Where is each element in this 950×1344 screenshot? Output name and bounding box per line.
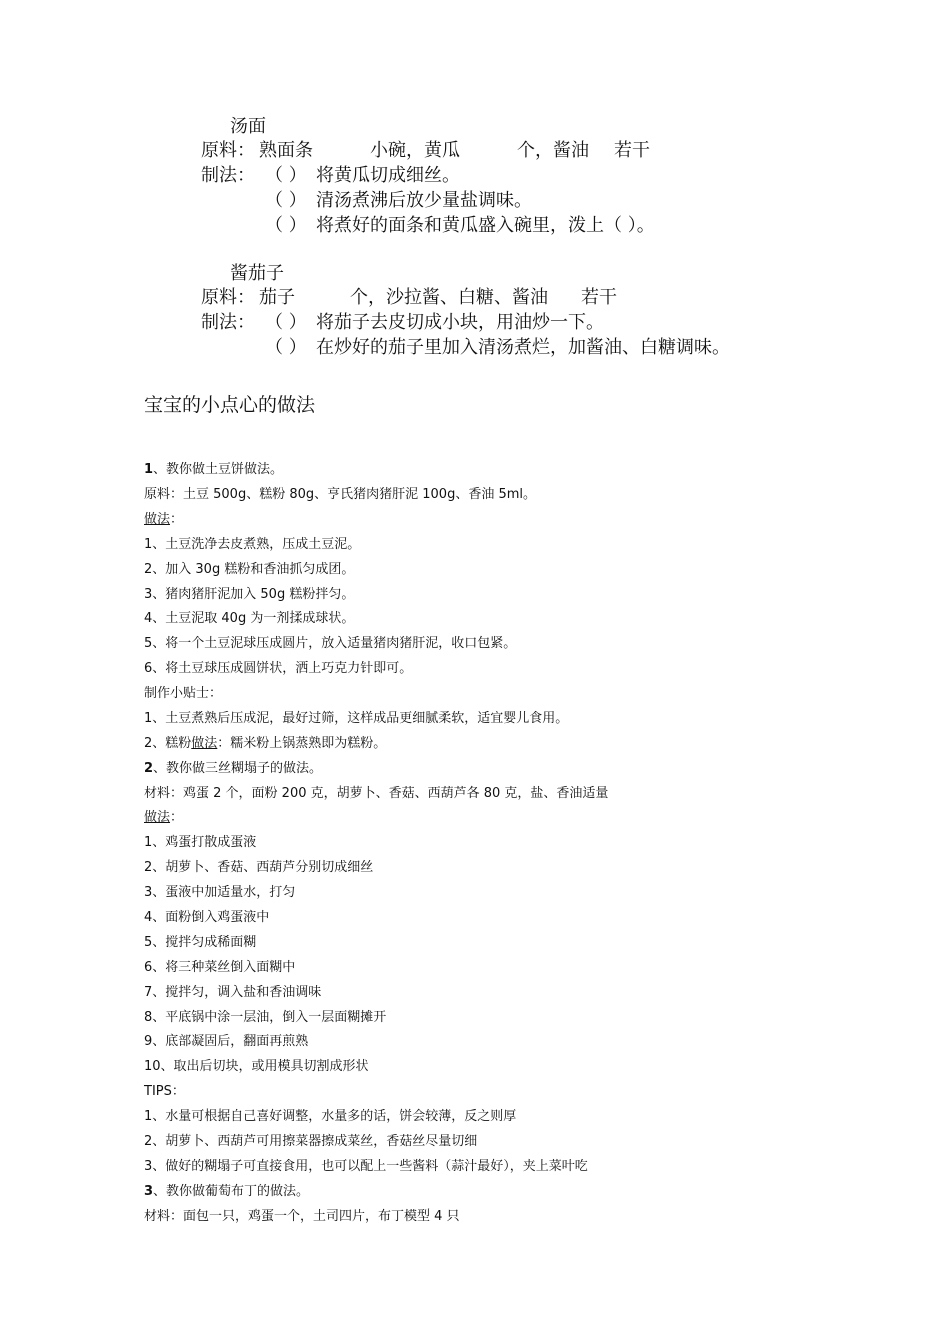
snack-title: 、教你做土豆饼做法。 [153, 462, 284, 477]
snack2-step: 1、鸡蛋打散成蛋液 [144, 835, 257, 850]
snack1-step: 5、将一个土豆泥球压成圆片，放入适量猪肉猪肝泥，收口包紧。 [144, 636, 517, 651]
snack2-step: 2、胡萝卜、香菇、西葫芦分别切成细丝 [144, 860, 374, 875]
method-label: 制法： [201, 312, 255, 333]
step-blank-mark: （ ） [265, 337, 307, 358]
method-label: 制法： [201, 165, 255, 186]
snack1-step: 3、猪肉猪肝泥加入 50g 糕粉拌匀。 [144, 587, 355, 602]
recipe-title-tangmian: 汤面 [230, 116, 266, 137]
snack2-step: 7、搅拌匀，调入盐和香油调味 [144, 985, 322, 1000]
ingredient-eggplant: 茄子 [259, 287, 295, 308]
method-colon: ： [170, 810, 184, 825]
snack2-step: 8、平底锅中涂一层油，倒入一层面糊摊开 [144, 1010, 387, 1025]
ingredient-amount: 若干 [614, 140, 650, 161]
ingredients-label: 原料： [201, 287, 255, 308]
snack-number: 3 [144, 1184, 154, 1199]
recipe-title-jiangqiezi: 酱茄子 [230, 263, 284, 284]
snack1-tip: 1、土豆煮熟后压成泥，最好过筛，这样成品更细腻柔软，适宜婴儿食用。 [144, 711, 569, 726]
snack1-step: 1、土豆洗净去皮煮熟，压成土豆泥。 [144, 537, 361, 552]
snack2-ingredients: 材料：鸡蛋 2 个，面粉 200 克，胡萝卜、香菇、西葫芦各 80 克，盐、香油适量 [144, 786, 609, 801]
snack1-tips-label: 制作小贴士： [144, 686, 223, 701]
ingredients-label: 原料： [201, 140, 255, 161]
tip-underlined-word: 做法 [191, 736, 218, 751]
snack1-heading [144, 461, 283, 479]
ingredient-sauces: 个，沙拉酱、白糖、酱油 [350, 287, 548, 308]
snack2-step: 5、搅拌匀成稀面糊 [144, 935, 257, 950]
snack-number: 2 [144, 761, 154, 776]
step-text: 在炒好的茄子里加入清汤煮烂，加酱油、白糖调味。 [316, 337, 730, 358]
step-blank-mark: （ ） [265, 215, 307, 236]
snack2-heading [144, 760, 322, 778]
step-text: 清汤煮沸后放少量盐调味。 [316, 190, 532, 211]
section-title: 宝宝的小点心的做法 [144, 394, 316, 416]
step-blank-mark: （ ） [265, 190, 307, 211]
snack-title: 、教你做三丝糊塌子的做法。 [153, 761, 323, 776]
tip-text: ：糯米粉上锅蒸熟即为糕粉。 [217, 736, 387, 751]
snack2-tip: 1、水量可根据自己喜好调整，水量多的话，饼会较薄，反之则厚 [144, 1109, 517, 1124]
snack1-step: 2、加入 30g 糕粉和香油抓匀成团。 [144, 562, 355, 577]
method-word: 做法 [144, 810, 171, 825]
step-text: 将茄子去皮切成小块，用油炒一下。 [316, 312, 604, 333]
snack2-step: 4、面粉倒入鸡蛋液中 [144, 910, 270, 925]
snack1-method-label [144, 511, 183, 529]
ingredient-amount: 若干 [581, 287, 617, 308]
step-text: 将煮好的面条和黄瓜盛入碗里，泼上（ ）。 [316, 215, 655, 236]
snack2-tip: 2、胡萝卜、西葫芦可用擦菜器擦成菜丝，香菇丝尽量切细 [144, 1134, 478, 1149]
snack2-tip: 3、做好的糊塌子可直接食用，也可以配上一些酱料（蒜汁最好），夹上菜叶吃 [144, 1159, 588, 1174]
snack1-tip [144, 735, 386, 753]
snack3-ingredients: 材料：面包一只，鸡蛋一个，土司四片，布丁模型 4 只 [144, 1209, 460, 1224]
snack2-step: 3、蛋液中加适量水，打匀 [144, 885, 296, 900]
snack1-step: 6、将土豆球压成圆饼状，洒上巧克力针即可。 [144, 661, 413, 676]
step-blank-mark: （ ） [265, 165, 307, 186]
snack1-step: 4、土豆泥取 40g 为一剂揉成球状。 [144, 611, 355, 626]
snack3-heading [144, 1183, 309, 1201]
snack-number: 1 [144, 462, 154, 477]
method-colon: ： [170, 512, 184, 527]
snack2-tips-label: TIPS： [144, 1084, 185, 1099]
snack1-ingredients: 原料：土豆 500g、糕粉 80g、亨氏猪肉猪肝泥 100g、香油 5ml。 [144, 487, 536, 502]
step-text: 将黄瓜切成细丝。 [316, 165, 460, 186]
snack2-step: 10、取出后切块，或用模具切割成形状 [144, 1059, 369, 1074]
snack2-step: 6、将三种菜丝倒入面糊中 [144, 960, 296, 975]
snack2-step: 9、底部凝固后，翻面再煎熟 [144, 1034, 309, 1049]
snack-title: 、教你做葡萄布丁的做法。 [153, 1184, 310, 1199]
ingredient-cucumber: 小碗，黄瓜 [370, 140, 460, 161]
step-blank-mark: （ ） [265, 312, 307, 333]
ingredient-soy-sauce: 个，酱油 [517, 140, 589, 161]
method-word: 做法 [144, 512, 171, 527]
ingredient-noodles: 熟面条 [259, 140, 313, 161]
tip-text: 2、糕粉 [144, 736, 192, 751]
snack2-method-label [144, 809, 183, 827]
